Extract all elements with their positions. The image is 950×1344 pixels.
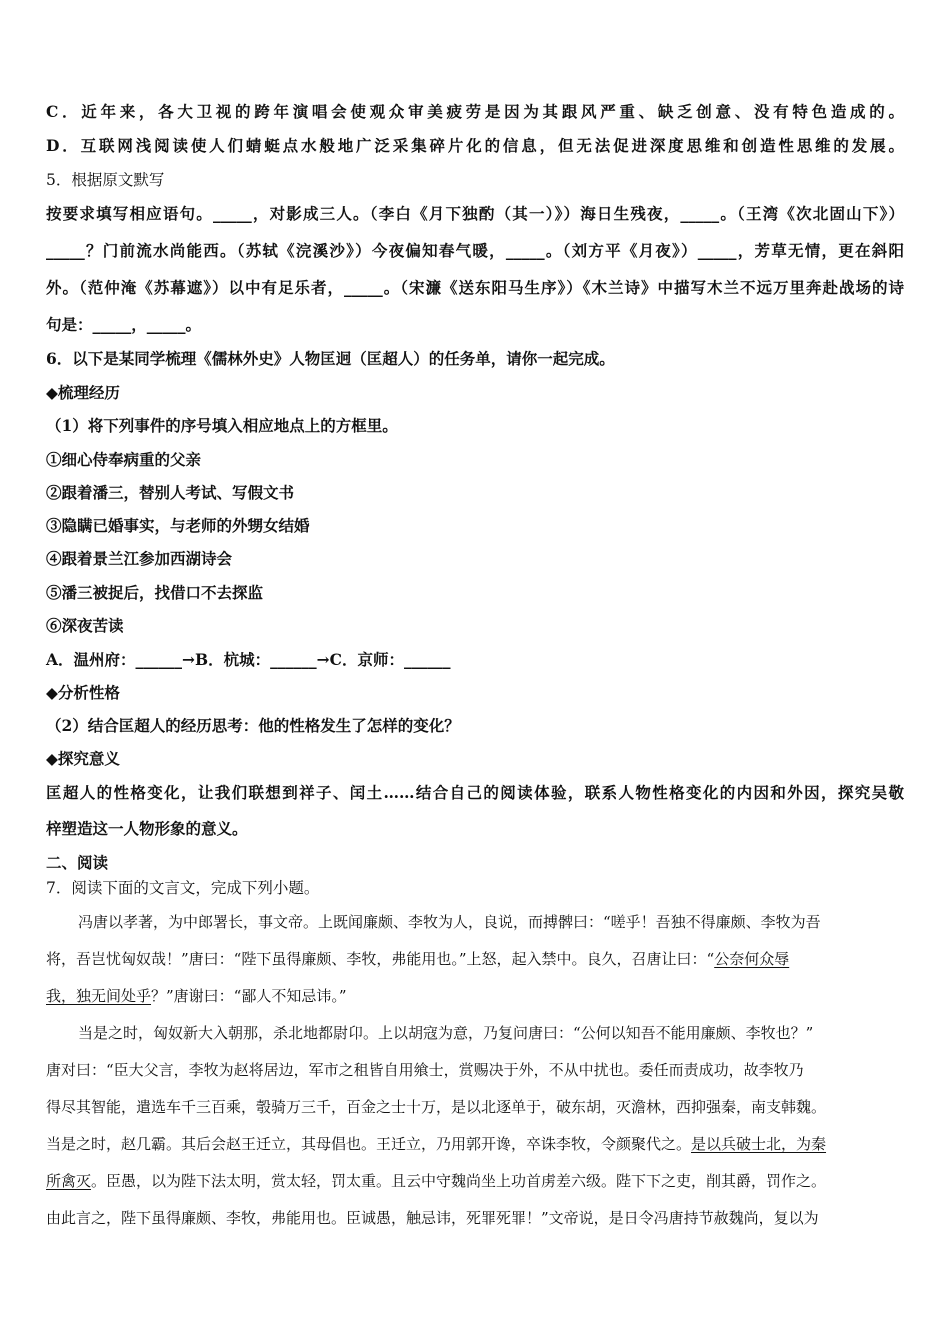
task-prompt: （2）结合匡超人的经历思考：他的性格发生了怎样的变化？ (46, 716, 460, 735)
underlined-sentence: 我，独无间处乎 (46, 987, 152, 1005)
section-heading: ◆梳理经历 (46, 383, 120, 402)
passage-line: 得尽其智能，遣选车千三百乘，彀骑万三千，百金之士十万，是以北逐单于，破东胡，灭澹林，西抑强秦，南支韩魏。 (46, 1098, 827, 1116)
explore-text: 梓塑造这一人物形象的意义。 (46, 819, 248, 838)
question4-option-d: D．互联网浅阅读使人们蜻蜓点水般地广泛采集碎片化的信息，但无法促进深度思维和创造性思维的发展。 (46, 136, 904, 155)
passage-text: ？”唐谢曰：“鄙人不知忌讳。” (151, 987, 347, 1005)
passage-line (46, 1134, 826, 1154)
question5-line: 按要求填写相应语句。_____，对影成三人。（李白《月下独酌（其一）》）海日生残夜，_____。（王湾《次北固山下》） (46, 204, 904, 223)
underlined-sentence: 所禽灭 (46, 1172, 92, 1190)
passage-text: 当是之时，赵几霸。其后会赵王迁立，其母倡也。王迁立，乃用郭开谗，卒诛李牧，令颜聚代之。 (46, 1135, 692, 1153)
passage-line (46, 1171, 826, 1191)
passage-line: 冯唐以孝著，为中郎署长，事文帝。上既闻廉颇、李牧为人，良说，而搏髀曰：“嗟乎！吾独不得廉颇、李牧为吾 (78, 913, 821, 931)
question5-title: 5．根据原文默写 (46, 171, 165, 189)
places-blanks: A．温州府：______→B．杭城：______→C．京师：______ (46, 650, 451, 669)
passage-text: 将，吾岂忧匈奴哉！”唐曰：“陛下虽得廉颇、李牧，弗能用也。”上怒，起入禁中。良久，召唐让曰：“ (46, 950, 715, 968)
event-item: ⑥深夜苦读 (46, 616, 124, 635)
question6-title: 6．以下是某同学梳理《儒林外史》人物匡迥（匡超人）的任务单，请你一起完成。 (46, 349, 615, 368)
task-prompt: （1）将下列事件的序号填入相应地点上的方框里。 (46, 416, 398, 435)
event-item: ①细心侍奉病重的父亲 (46, 450, 202, 469)
underlined-sentence: 是以兵破士北，为秦 (691, 1135, 827, 1153)
passage-line: 由此言之，陛下虽得廉颇、李牧，弗能用也。臣诚愚，触忌讳，死罪死罪！”文帝说，是日令冯唐持节赦魏尚，复以为 (46, 1209, 819, 1227)
section-heading: ◆探究意义 (46, 749, 120, 768)
part-heading: 二、阅读 (46, 853, 109, 872)
question5-line: 句是：_____，_____。 (46, 315, 202, 334)
question5-line: _____？门前流水尚能西。（苏轼《浣溪沙》）今夜偏知春气暖，_____。（刘方平《月夜》）_____，芳草无情，更在斜阳 (46, 241, 904, 260)
event-item: ⑤潘三被捉后，找借口不去探监 (46, 583, 264, 602)
passage-text: 。臣愚，以为陛下法太明，赏太轻，罚太重。且云中守魏尚坐上功首虏差六级。陛下下之吏，削其爵，罚作之。 (91, 1172, 827, 1190)
question4-option-c: C．近年来，各大卫视的跨年演唱会使观众审美疲劳是因为其跟风严重、缺乏创意、没有特色造成的。 (46, 102, 904, 121)
section-heading: ◆分析性格 (46, 683, 120, 702)
event-item: ③隐瞒已婚事实，与老师的外甥女结婚 (46, 516, 310, 535)
event-item: ④跟着景兰江参加西湖诗会 (46, 549, 233, 568)
underlined-sentence: 公奈何众辱 (714, 950, 790, 968)
passage-line (46, 986, 347, 1006)
passage-line: 唐对曰：“臣大父言，李牧为赵将居边，军市之租皆自用飨士，赏赐决于外，不从中扰也。委任而责成功，故李牧乃 (46, 1061, 804, 1079)
passage-line: 当是之时，匈奴新大入朝那，杀北地都尉卬。上以胡寇为意，乃复问唐曰：“公何以知吾不能用廉颇、李牧也？” (78, 1024, 814, 1042)
event-item: ②跟着潘三，替别人考试、写假文书 (46, 483, 295, 502)
explore-text: 匡超人的性格变化，让我们联想到祥子、闰土……结合自己的阅读体验，联系人物性格变化的内因和外因，探究吴敬 (46, 783, 904, 802)
passage-line (46, 949, 789, 969)
question7-title: 7．阅读下面的文言文，完成下列小题。 (46, 879, 320, 897)
question5-line: 外。（范仲淹《苏幕遮》）以中有足乐者，_____。（宋濂《送东阳马生序》）《木兰诗》中描写木兰不远万里奔赴战场的诗 (46, 278, 904, 297)
